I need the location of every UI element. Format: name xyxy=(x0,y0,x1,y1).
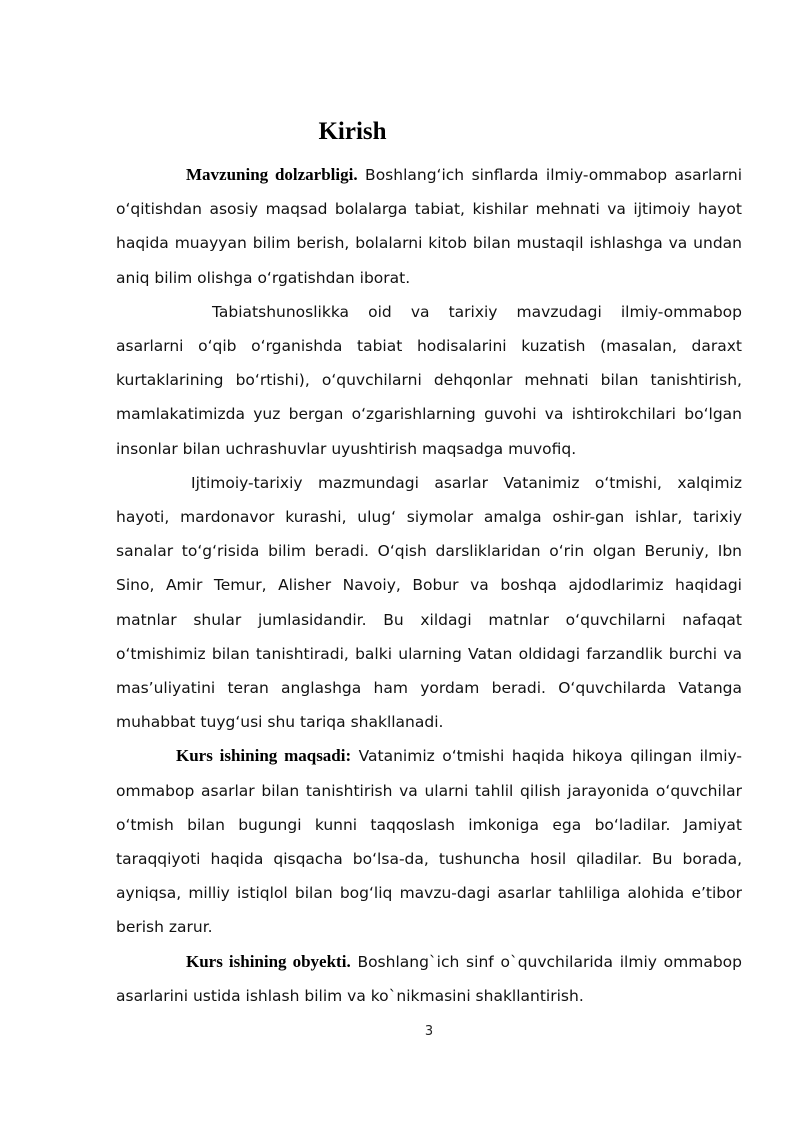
paragraph-lead: Mavzuning dolzarbligi. xyxy=(186,165,358,184)
paragraph-text: Boshlang`ich sinf o`quvchilarida ilmiy ommabop asarlarini ustida ishlash bilim va ko`nikmasini shakllantirish. xyxy=(116,952,742,1005)
page-title: Kirish xyxy=(318,118,387,145)
paragraph-text: Tabiatshunoslikka oid va tarixiy mavzudagi ilmiy-ommabop asarlarni oʻqib oʻrganishda tabiat hodisalarini kuzatish (masalan, daraxt kurtaklarining boʻrtishi), oʻquvchilarni dehqonlar mehnati bilan tanishtirish, mamlakatimizda yuz bergan oʻzgarishlarning guvohi va ishtirokchilari boʻlgan insonlar bilan uchrashuvlar uyushtirish maqsadga muvofiq. xyxy=(116,302,742,458)
paragraph-object xyxy=(116,945,742,1013)
paragraph-text: Boshlangʻich sinflarda ilmiy-ommabop asarlarni oʻqitishdan asosiy maqsad bolalarga tabiat, kishilar mehnati va ijtimoiy hayot haqida muayyan bilim berish, bolalarni kitob bilan mustaqil ishlashga va undan aniq bilim olishga oʻrgatishdan iborat. xyxy=(116,166,743,287)
paragraph-relevance xyxy=(116,158,742,295)
document-body xyxy=(116,158,742,1013)
paragraph-lead: Kurs ishining maqsadi: xyxy=(176,746,352,766)
paragraph-social-historical xyxy=(116,466,742,740)
paragraph-goal xyxy=(116,739,742,944)
paragraph-natural-science xyxy=(116,295,742,466)
paragraph-text: Vatanimiz oʻtmishi haqida hikoya qilingan ilmiy-ommabop asarlar bilan tanishtirish va ularni tahlil qilish jarayonida oʻquvchilar oʻtmish bilan bugungi kunni taqqoslash imkoniga ega boʻladilar. Jamiyat taraqqiyoti haqida qisqacha boʻlsa-da, tushuncha hosil qiladilar. Bu borada, ayniqsa, milliy istiqlol bilan bogʻliq mavzu-dagi asarlar tahliliga alohida eʼtibor berish zarur. xyxy=(116,747,742,937)
page-number: 3 xyxy=(424,1024,434,1039)
paragraph-lead: Kurs ishining obyekti. xyxy=(186,951,351,971)
paragraph-text: Ijtimoiy-tarixiy mazmundagi asarlar Vatanimiz oʻtmishi, xalqimiz hayoti, mardonavor kurashi, ulugʻ siymolar amalga oshir-gan ishlar, tarixiy sanalar toʻgʻrisida bilim beradi. Oʻqish darsliklaridan oʻrin olgan Beruniy, Ibn Sino, Amir Temur, Alisher Navoiy, Bobur va boshqa ajdodlarimiz haqidagi matnlar shular jumlasidandir. Bu xildagi matnlar oʻquvchilarni nafaqat oʻtmishimiz bilan tanishtiradi, balki ularning Vatan oldidagi farzandlik burchi va masʼuliyatini teran anglashga ham yordam beradi. Oʻquvchilarda Vatanga muhabbat tuygʻusi shu tariqa shakllanadi. xyxy=(116,473,742,732)
